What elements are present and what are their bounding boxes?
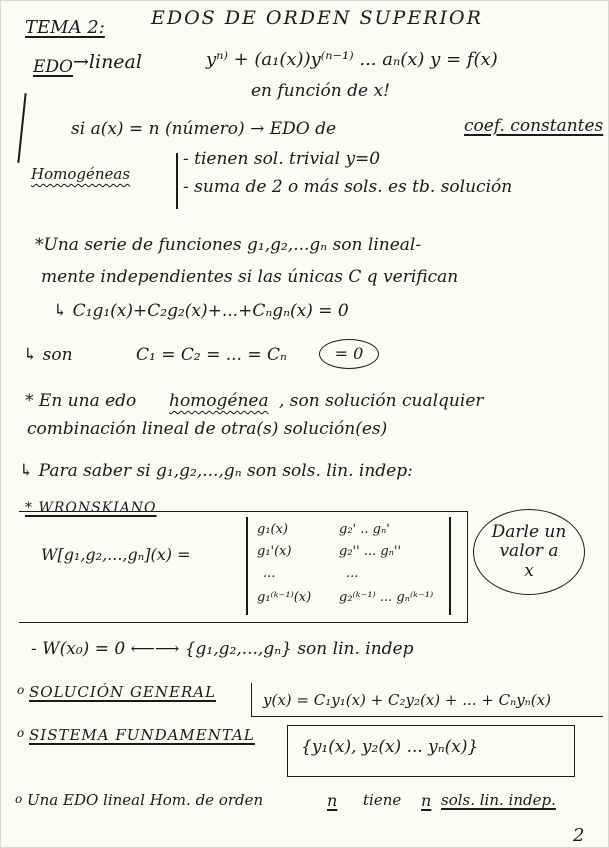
matrix-cell: ... — [263, 566, 276, 581]
solucion-general-formula: y(x) = C₁y₁(x) + C₂y₂(x) + ... + Cₙyₙ(x) — [263, 691, 551, 709]
final-n-1: n — [327, 791, 338, 810]
page-number: 2 — [573, 825, 585, 846]
homog-combo-line-2: combinación lineal de otra(s) solución(es) — [27, 419, 388, 439]
homog-combo-key: homogénea — [169, 391, 269, 411]
matrix-cell: g₁(x) — [257, 522, 289, 537]
homog-combo-suffix: , son solución cualquier — [279, 391, 484, 411]
matrix-cell: g₂' .. gₙ' — [339, 522, 390, 537]
bubble-note — [473, 509, 585, 595]
bullet-circle: o — [17, 726, 25, 740]
det-right-bar — [449, 517, 451, 615]
matrix-cell: g₂⁽ᵏ⁻¹⁾ ... gₙ⁽ᵏ⁻¹⁾ — [339, 590, 434, 605]
left-bracket-mark — [17, 93, 26, 163]
bubble-line: Darle un — [491, 521, 567, 542]
saber-line: ↳ Para saber si g₁,g₂,...,gₙ son sols. lin. indep: — [19, 461, 413, 481]
wronskiano-box — [19, 511, 468, 623]
final-prefix: Una EDO lineal Hom. de orden — [27, 791, 264, 809]
zero-circle — [319, 339, 379, 369]
homog-point-1: - tienen sol. trivial y=0 — [183, 149, 381, 169]
edo-equation: yⁿ⁾ + (a₁(x))y⁽ⁿ⁻¹⁾ ... aₙ(x) y = f(x) — [206, 49, 498, 70]
edo-arrow-lineal: →lineal — [73, 51, 142, 73]
matrix-cell: g₂'' ... gₙ'' — [339, 544, 402, 559]
matrix-cell: g₁⁽ᵏ⁻¹⁾(x) — [257, 590, 312, 605]
sistema-fundamental-label: SISTEMA FUNDAMENTAL — [29, 726, 255, 744]
bullet-circle: o — [17, 683, 25, 697]
homog-brace — [176, 153, 178, 209]
son-label: ↳ son — [23, 345, 73, 365]
coef-highlight: coef. constantes — [464, 116, 604, 136]
final-mid: tiene — [363, 791, 402, 809]
homog-label: Homogéneas — [31, 165, 131, 183]
w-zero-line: - W(x₀) = 0 ⟵⟶ {g₁,g₂,...,gₙ} son lin. indep — [31, 639, 414, 659]
det-left-bar — [246, 517, 248, 615]
independence-line-2: mente independientes si las únicas C q verifican — [41, 267, 459, 287]
sistema-fundamental-formula: {y₁(x), y₂(x) ... yₙ(x)} — [301, 737, 479, 757]
final-n-2: n — [421, 791, 432, 810]
son-values: C₁ = C₂ = ... = Cₙ — [136, 345, 287, 365]
wronskiano-lhs: W[g₁,g₂,...,gₙ](x) = — [41, 545, 191, 564]
homog-combo-prefix: * En una edo — [25, 391, 137, 411]
coef-text: si a(x) = n (número) → EDO de — [71, 119, 337, 139]
bullet-circle: o — [15, 792, 23, 806]
edo-label: EDO — [33, 57, 73, 77]
independence-line-1: *Una serie de funciones g₁,g₂,...gₙ son lineal- — [35, 235, 422, 255]
son-circled-value: = 0 — [334, 343, 364, 363]
wronskiano-label: * WRONSKIANO — [25, 500, 157, 516]
matrix-cell: ... — [346, 566, 359, 581]
homog-point-2: - suma de 2 o más sols. es tb. solución — [183, 177, 513, 197]
page-title: EDOS DE ORDEN SUPERIOR — [151, 7, 483, 29]
edo-note: en función de x! — [251, 81, 390, 101]
independence-equation: ↳ C₁g₁(x)+C₂g₂(x)+...+Cₙgₙ(x) = 0 — [53, 301, 349, 321]
matrix-cell: g₁'(x) — [257, 544, 292, 559]
bubble-line: valor a — [499, 541, 559, 562]
bubble-line: x — [524, 560, 534, 581]
final-suffix: sols. lin. indep. — [441, 791, 556, 809]
tema-label: TEMA 2: — [25, 17, 105, 38]
solucion-general-label: SOLUCIÓN GENERAL — [29, 683, 217, 701]
